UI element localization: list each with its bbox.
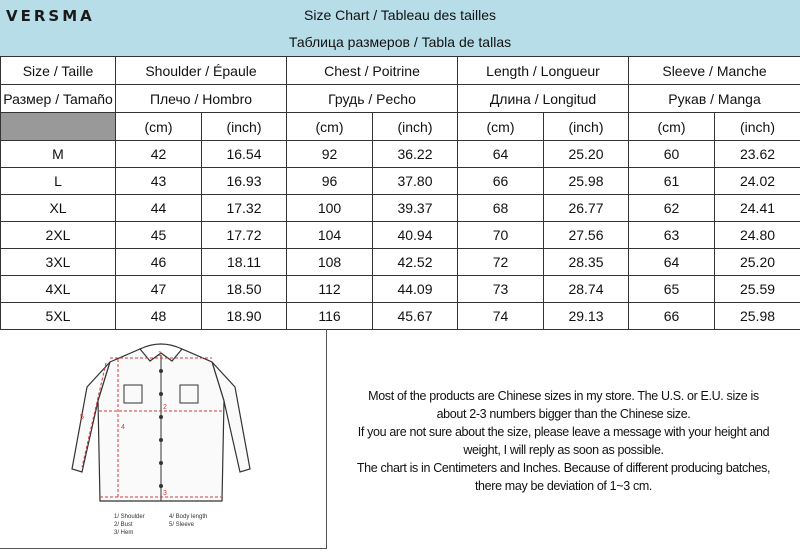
measure-header: Length / Longueur [458, 57, 629, 85]
header-row-names [1, 57, 800, 85]
value-cell: 104 [287, 222, 373, 249]
table-row [1, 222, 800, 249]
value-cell: 65 [629, 276, 715, 303]
value-cell: 45 [116, 222, 202, 249]
value-cell: 37.80 [373, 168, 458, 195]
value-cell: 108 [287, 249, 373, 276]
size-cell: 2XL [1, 222, 116, 249]
marker-bust: 2 [163, 404, 167, 411]
value-cell: 16.93 [202, 168, 287, 195]
value-cell: 64 [629, 249, 715, 276]
value-cell: 47 [116, 276, 202, 303]
value-cell: 16.54 [202, 141, 287, 168]
value-cell: 25.98 [715, 303, 800, 330]
value-cell: 45.67 [373, 303, 458, 330]
measure-header-translation: Грудь / Pecho [287, 85, 458, 113]
value-cell: 68 [458, 195, 544, 222]
legend-item: 5/ Sleeve [169, 521, 224, 529]
size-label-cell: Размер / Tamaño [1, 85, 116, 113]
value-cell: 39.37 [373, 195, 458, 222]
value-cell: 40.94 [373, 222, 458, 249]
value-cell: 42 [116, 141, 202, 168]
size-cell: L [1, 168, 116, 195]
size-cell: 5XL [1, 303, 116, 330]
marker-hem: 3 [163, 490, 167, 497]
size-table [0, 56, 800, 330]
value-cell: 72 [458, 249, 544, 276]
value-cell: 92 [287, 141, 373, 168]
legend-item: 1/ Shoulder [114, 513, 169, 521]
marker-body-length: 4 [121, 424, 125, 431]
value-cell: 36.22 [373, 141, 458, 168]
measure-header-translation: Рукав / Manga [629, 85, 800, 113]
value-cell: 112 [287, 276, 373, 303]
value-cell: 26.77 [544, 195, 629, 222]
value-cell: 74 [458, 303, 544, 330]
shirt-diagram [0, 329, 327, 549]
value-cell: 63 [629, 222, 715, 249]
value-cell: 17.32 [202, 195, 287, 222]
unit-cell: (inch) [202, 113, 287, 141]
value-cell: 29.13 [544, 303, 629, 330]
value-cell: 24.02 [715, 168, 800, 195]
value-cell: 96 [287, 168, 373, 195]
value-cell: 116 [287, 303, 373, 330]
table-row [1, 303, 800, 330]
table-row [1, 195, 800, 222]
value-cell: 18.90 [202, 303, 287, 330]
value-cell: 27.56 [544, 222, 629, 249]
button [159, 415, 163, 419]
legend-item: 4/ Body length [169, 513, 224, 521]
unit-cell: (cm) [287, 113, 373, 141]
value-cell: 24.80 [715, 222, 800, 249]
value-cell: 18.11 [202, 249, 287, 276]
measure-header-translation: Длина / Longitud [458, 85, 629, 113]
measure-header: Chest / Poitrine [287, 57, 458, 85]
value-cell: 23.62 [715, 141, 800, 168]
button [159, 461, 163, 465]
value-cell: 70 [458, 222, 544, 249]
unit-cell: (cm) [116, 113, 202, 141]
note-line: The chart is in Centimeters and Inches. Because of different producing batches, [327, 459, 800, 477]
value-cell: 60 [629, 141, 715, 168]
diagram-legend [114, 513, 224, 537]
value-cell: 43 [116, 168, 202, 195]
button [159, 484, 163, 488]
unit-cell: (cm) [629, 113, 715, 141]
table-row [1, 276, 800, 303]
size-cell: XL [1, 195, 116, 222]
value-cell: 25.59 [715, 276, 800, 303]
header-row-translations [1, 85, 800, 113]
note-line: weight, I will reply as soon as possible. [327, 441, 800, 459]
size-cell: M [1, 141, 116, 168]
size-cell: 4XL [1, 276, 116, 303]
button [159, 438, 163, 442]
value-cell: 44 [116, 195, 202, 222]
note-line: Most of the products are Chinese sizes in my store. The U.S. or E.U. size is [327, 387, 800, 405]
measure-header-translation: Плечо / Hombro [116, 85, 287, 113]
measure-header: Sleeve / Manche [629, 57, 800, 85]
measure-header: Shoulder / Épaule [116, 57, 287, 85]
value-cell: 61 [629, 168, 715, 195]
value-cell: 48 [116, 303, 202, 330]
table-row [1, 168, 800, 195]
page-title: Size Chart / Tableau des tailles [0, 7, 800, 23]
blank-gray-cell [1, 113, 116, 141]
unit-cell: (inch) [715, 113, 800, 141]
legend-item: 3/ Hem [114, 529, 169, 537]
header-banner [0, 0, 800, 57]
button [159, 369, 163, 373]
value-cell: 28.35 [544, 249, 629, 276]
value-cell: 64 [458, 141, 544, 168]
value-cell: 24.41 [715, 195, 800, 222]
unit-row [1, 113, 800, 141]
value-cell: 25.20 [544, 141, 629, 168]
unit-cell: (inch) [373, 113, 458, 141]
legend-item: 2/ Bust [114, 521, 169, 529]
size-cell: 3XL [1, 249, 116, 276]
value-cell: 44.09 [373, 276, 458, 303]
note-line: about 2-3 numbers bigger than the Chinese size. [327, 405, 800, 423]
size-notes [327, 387, 800, 495]
value-cell: 25.20 [715, 249, 800, 276]
unit-cell: (inch) [544, 113, 629, 141]
table-row [1, 249, 800, 276]
value-cell: 42.52 [373, 249, 458, 276]
page-subtitle: Таблица размеров / Tabla de tallas [0, 34, 800, 50]
value-cell: 46 [116, 249, 202, 276]
value-cell: 66 [629, 303, 715, 330]
value-cell: 17.72 [202, 222, 287, 249]
marker-sleeve: 5 [80, 414, 84, 421]
note-line: there may be deviation of 1~3 cm. [327, 477, 800, 495]
value-cell: 18.50 [202, 276, 287, 303]
table-row [1, 141, 800, 168]
size-label-cell: Size / Taille [1, 57, 116, 85]
unit-cell: (cm) [458, 113, 544, 141]
marker-shoulder: 1 [158, 351, 162, 358]
button [159, 392, 163, 396]
value-cell: 62 [629, 195, 715, 222]
value-cell: 28.74 [544, 276, 629, 303]
brand-logo: VERSMA [6, 7, 95, 25]
value-cell: 73 [458, 276, 544, 303]
bottom-section [0, 329, 800, 549]
value-cell: 25.98 [544, 168, 629, 195]
value-cell: 66 [458, 168, 544, 195]
note-line: If you are not sure about the size, please leave a message with your height and [327, 423, 800, 441]
value-cell: 100 [287, 195, 373, 222]
